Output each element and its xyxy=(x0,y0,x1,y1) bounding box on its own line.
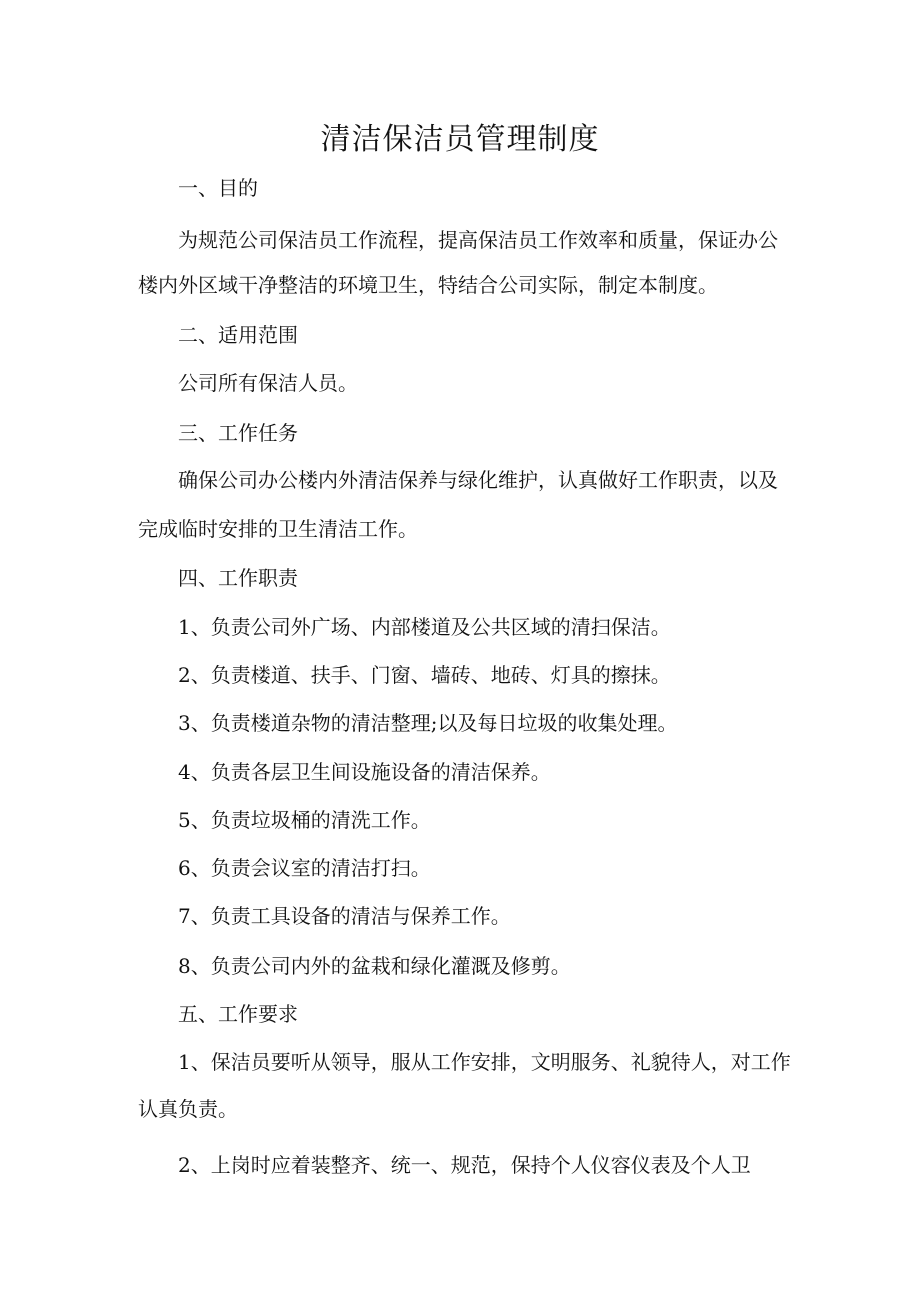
duty-item: 6、负责会议室的清洁打扫。 xyxy=(178,856,431,880)
section-heading-tasks: 三、工作任务 xyxy=(178,421,298,445)
requirement-item-2-line-1: 2、上岗时应着装整齐、统一、规范，保持个人仪容仪表及个人卫 xyxy=(178,1153,751,1177)
section-heading-purpose: 一、目的 xyxy=(178,176,258,200)
duty-item: 4、负责各层卫生间设施设备的清洁保养。 xyxy=(178,760,551,784)
document-title: 清洁保洁员管理制度 xyxy=(320,122,600,157)
tasks-paragraph-line-2: 完成临时安排的卫生清洁工作。 xyxy=(138,517,418,541)
section-heading-scope: 二、适用范围 xyxy=(178,323,298,347)
duty-item: 1、负责公司外广场、内部楼道及公共区域的清扫保洁。 xyxy=(178,615,671,639)
purpose-paragraph-line-1: 为规范公司保洁员工作流程，提高保洁员工作效率和质量，保证办公 xyxy=(178,228,778,252)
duty-item: 3、负责楼道杂物的清洁整理;以及每日垃圾的收集处理。 xyxy=(178,711,678,735)
tasks-paragraph-line-1: 确保公司办公楼内外清洁保养与绿化维护，认真做好工作职责，以及 xyxy=(178,468,778,492)
requirement-item-1-line-2: 认真负责。 xyxy=(138,1097,238,1121)
section-heading-duties: 四、工作职责 xyxy=(178,566,298,590)
section-heading-requirements: 五、工作要求 xyxy=(178,1002,298,1026)
scope-paragraph: 公司所有保洁人员。 xyxy=(178,371,358,395)
duty-item: 5、负责垃圾桶的清洗工作。 xyxy=(178,808,431,832)
purpose-paragraph-line-2: 楼内外区域干净整洁的环境卫生，特结合公司实际，制定本制度。 xyxy=(138,273,718,297)
duty-item: 7、负责工具设备的清洁与保养工作。 xyxy=(178,904,511,928)
requirement-item-1-line-1: 1、保洁员要听从领导，服从工作安排，文明服务、礼貌待人，对工作 xyxy=(178,1050,791,1074)
duty-item: 8、负责公司内外的盆栽和绿化灌溉及修剪。 xyxy=(178,954,571,978)
duty-item: 2、负责楼道、扶手、门窗、墙砖、地砖、灯具的擦抹。 xyxy=(178,663,671,687)
